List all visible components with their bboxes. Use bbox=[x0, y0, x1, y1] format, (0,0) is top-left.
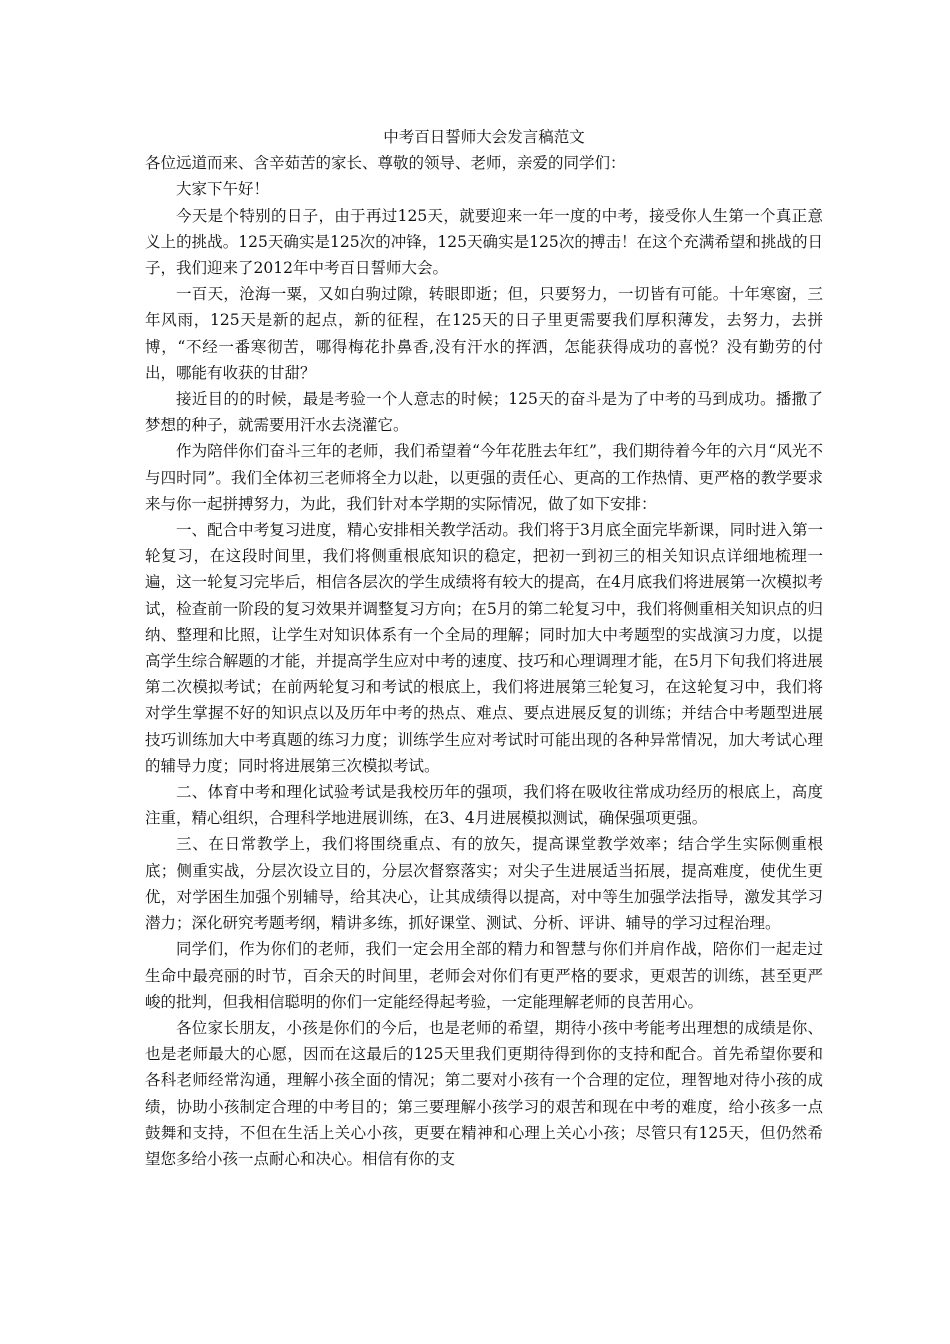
paragraph-to-students: 同学们，作为你们的老师，我们一定会用全部的精力和智慧与你们并肩作战，陪你们一起走过生命中最亮丽的时节，百余天的时间里，老师会对你们有更严格的要求，更艰苦的训练，甚至更严峻的批判，但我相信聪明的你们一定能经得起考验，一定能理解老师的良苦用心。 bbox=[145, 940, 823, 1011]
paragraph-hundred-days: 一百天，沧海一粟，又如白驹过隙，转眼即逝；但，只要努力，一切皆有可能。十年寒窗，三年风雨，125天是新的起点，新的征程，在125天的日子里更需要我们厚积薄发，去努力，去拼博，“不经一番寒彻苦，哪得梅花扑鼻香,没有汗水的挥洒，怎能获得成功的喜悦？没有勤劳的付出，哪能有收获的甘甜？ bbox=[145, 285, 823, 382]
paragraph-plan-three: 三、在日常教学上，我们将围绕重点、有的放矢，提高课堂教学效率；结合学生实际侧重根底；侧重实战，分层次设立目的，分层次督察落实；对尖子生进展适当拓展，提高难度，使优生更优，对学困生加强个别辅导，给其决心，让其成绩得以提高，对中等生加强学法指导，激发其学习潜力；深化研究考题考纲，精讲多练，抓好课堂、测试、分析、评讲、辅导的学习过程治理。 bbox=[145, 835, 823, 933]
paragraph-plan-two: 二、体育中考和理化试验考试是我校历年的强项，我们将在吸收往常成功经历的根底上，高度注重，精心组织，合理科学地进展训练，在3、4月进展模拟测试，确保强项更强。 bbox=[145, 783, 823, 828]
paragraph-special-day: 今天是个特别的日子，由于再过125天，就要迎来一年一度的中考，接受你人生第一个真正意义上的挑战。125天确实是125次的冲锋，125天确实是125次的搏击！在这个充满希望和挑战的日子，我们迎来了2012年中考百日誓师大会。 bbox=[145, 206, 823, 278]
paragraph-teachers-promise: 作为陪伴你们奋斗三年的老师，我们希望着“今年花胜去年红”，我们期待着今年的六月“风光不与四时同”。我们全体初三老师将全力以赴，以更强的责任心、更高的工作热情、更严格的教学要求来与你一起拼搏努力，为此，我们针对本学期的实际情况，做了如下安排： bbox=[145, 442, 823, 513]
paragraph-greeting: 大家下午好！ bbox=[176, 180, 270, 199]
paragraph-plan-one: 一、配合中考复习进度，精心安排相关教学活动。我们将于3月底全面完毕新课，同时进入第一轮复习，在这段时间里，我们将侧重根底知识的稳定，把初一到初三的相关知识点详细地梳理一遍，这一轮复习完毕后，相信各层次的学生成绩将有较大的提高，在4月底我们将进展第一次模拟考试，检查前一阶段的复习效果并调整复习方向；在5月的第二轮复习中，我们将侧重相关知识点的归纳、整理和比照，让学生对知识体系有一个全局的理解；同时加大中考题型的实战演习力度，以提高学生综合解题的才能，并提高学生应对中考的速度、技巧和心理调理才能，在5月下旬我们将进展第二次模拟考试；在前两轮复习和考试的根底上，我们将进展第三轮复习，在这轮复习中，我们将对学生掌握不好的知识点以及历年中考的热点、难点、要点进展反复的训练；并结合中考题型进展技巧训练加大中考真题的练习力度；训练学生应对考试时可能出现的各种异常情况，加大考试心理的辅导力度；同时将进展第三次模拟考试。 bbox=[145, 521, 823, 775]
paragraph-willpower: 接近目的的时候，最是考验一个人意志的时候；125天的奋斗是为了中考的马到成功。播撒了梦想的种子，就需要用汗水去浇灌它。 bbox=[145, 390, 823, 435]
salutation: 各位远道而来、含辛茹苦的家长、尊敬的领导、老师，亲爱的同学们： bbox=[145, 154, 626, 173]
document-title: 中考百日誓师大会发言稿范文 bbox=[383, 128, 585, 146]
document-page bbox=[145, 124, 823, 1172]
paragraph-to-parents: 各位家长朋友，小孩是你们的今后，也是老师的希望，期待小孩中考能考出理想的成绩是你、也是老师最大的心愿，因而在这最后的125天里我们更期待得到你的支持和配合。首先希望你要和各科老师经常沟通，理解小孩全面的情况；第二要对小孩有一个合理的定位，理智地对待小孩的成绩，协助小孩制定合理的中考目的；第三要理解小孩学习的艰苦和现在中考的难度，给小孩多一点鼓舞和支持，不但在生活上关心小孩，更要在精神和心理上关心小孩；尽管只有125天，但仍然希望您多给小孩一点耐心和决心。相信有你的支 bbox=[145, 1018, 823, 1168]
